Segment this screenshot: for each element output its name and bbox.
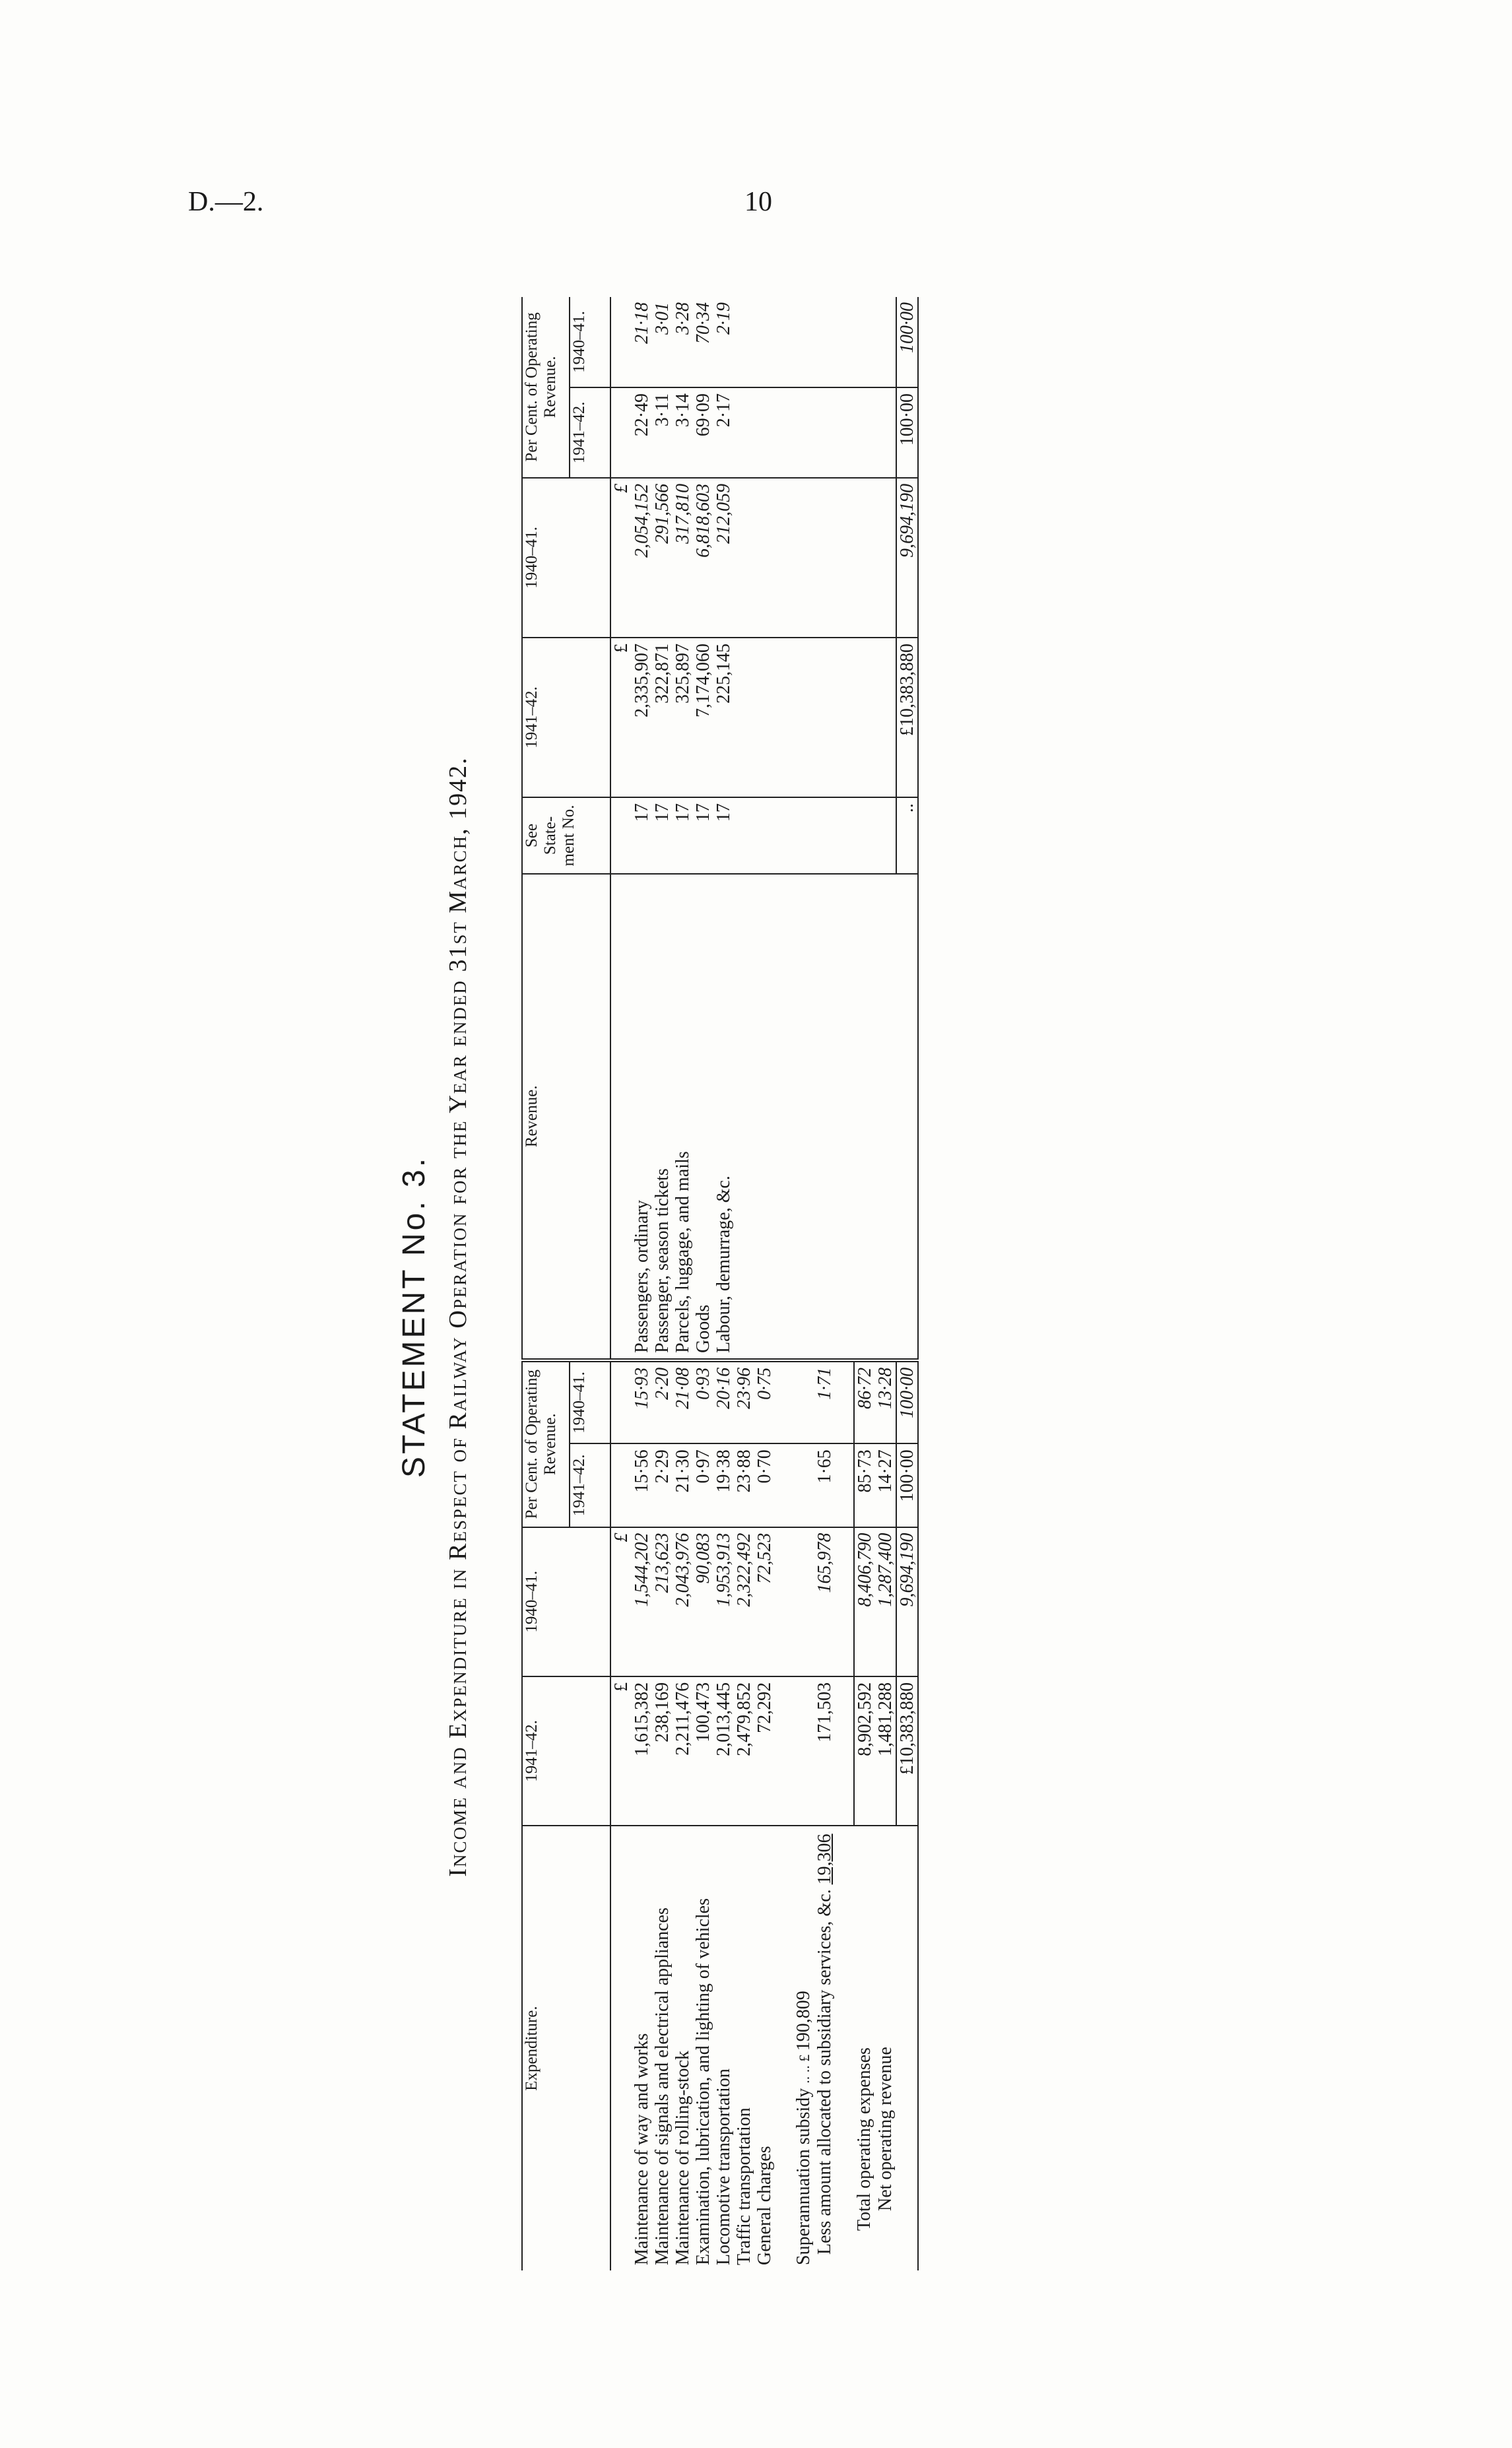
rev-p2: 3·28: [673, 297, 693, 387]
table-row: [754, 297, 775, 2270]
exp-p1: 0·70: [754, 1443, 775, 1527]
exp-label: Maintenance of signals and electrical appliances: [652, 1907, 673, 2265]
table-row: [693, 297, 713, 2270]
pound-sign: £: [610, 1527, 632, 1676]
grand-p2: 100·00: [896, 1360, 918, 1443]
pound-sign: £: [610, 1676, 632, 1826]
statement-title: STATEMENT No. 3.: [397, 1155, 432, 1478]
superannuation-amount: 190,809: [793, 1991, 814, 2051]
rev-pct-y2-header: 1940–41.: [570, 297, 610, 387]
rev-see: 17: [652, 797, 673, 874]
rev-y2: 212,059: [713, 478, 734, 638]
rev-total-y2: 9,694,190: [896, 478, 918, 638]
table-row: [632, 297, 652, 2270]
rev-y2: 291,566: [652, 478, 673, 638]
exp-label: Traffic transportation: [734, 2107, 754, 2265]
super-y1: 171,503: [814, 1676, 835, 1826]
exp-y2-header: 1940–41.: [522, 1527, 610, 1676]
exp-p2: 0·75: [754, 1360, 775, 1443]
pound-sign: £: [610, 478, 632, 638]
grand-p1: 100·00: [896, 1443, 918, 1527]
exp-p1: 23·88: [734, 1443, 754, 1527]
see-statement-header: See State-ment No.: [522, 797, 610, 874]
rev-total-y1: £10,383,880: [896, 638, 918, 797]
exp-p1: 2·29: [652, 1443, 673, 1527]
table-row: [734, 297, 754, 2270]
pound-sign: £: [610, 638, 632, 797]
super-p1: 1·65: [814, 1443, 835, 1527]
net-p1: 14·27: [875, 1443, 896, 1527]
exp-p1: 21·30: [673, 1443, 693, 1527]
exp-y1: 2,479,852: [734, 1676, 754, 1826]
exp-y2: 72,523: [754, 1527, 775, 1676]
rev-pct-y1-header: 1941–42.: [570, 387, 610, 478]
exp-p2: 20·16: [713, 1360, 734, 1443]
exp-p1: 0·97: [693, 1443, 713, 1527]
rev-p1: 69·09: [693, 387, 713, 478]
rev-total-see: ..: [896, 797, 918, 874]
grand-total-row: [896, 297, 918, 2270]
exp-pct-y2-header: 1940–41.: [570, 1360, 610, 1443]
less-allocated-row: [814, 1826, 835, 2270]
rev-y1: 225,145: [713, 638, 734, 797]
table-row: [793, 297, 814, 2270]
net-y2: 1,287,400: [875, 1527, 896, 1676]
exp-p2: 21·08: [673, 1360, 693, 1443]
rev-y1-header: 1941–42.: [522, 638, 610, 797]
exp-y1: 100,473: [693, 1676, 713, 1826]
rev-see: 17: [693, 797, 713, 874]
page-number: 10: [744, 187, 772, 217]
total-p2: 86·72: [854, 1360, 875, 1443]
rev-y2: 6,818,603: [693, 478, 713, 638]
net-p2: 13·28: [875, 1360, 896, 1443]
superannuation-row: Superannuation subsidy .. .. £ 190,809: [793, 1991, 814, 2265]
exp-y2: 2,043,976: [673, 1527, 693, 1676]
document-id: D.—2.: [188, 187, 264, 217]
superannuation-label: Superannuation subsidy: [793, 2088, 814, 2265]
rev-p2: 21·18: [632, 297, 652, 387]
exp-p1: 19·38: [713, 1443, 734, 1527]
table-row: [673, 297, 693, 2270]
statement-subtitle: Income and Expenditure in Respect of Railway Operation for the Year ended 31st March, 1942.: [444, 756, 472, 1877]
super-p2: 1·71: [814, 1360, 835, 1443]
rev-p2: 2·19: [713, 297, 734, 387]
exp-y1: 72,292: [754, 1676, 775, 1826]
rev-total-p2: 100·00: [896, 297, 918, 387]
rev-label: Labour, demurrage, &c.: [713, 874, 734, 1360]
table-row: [854, 297, 875, 2270]
table-row: [875, 297, 896, 2270]
exp-p1: 15·56: [632, 1443, 652, 1527]
exp-p2: 23·96: [734, 1360, 754, 1443]
rev-y1: 2,335,907: [632, 638, 652, 797]
rev-label: Parcels, luggage, and mails: [673, 874, 693, 1360]
rev-p1: 3·11: [652, 387, 673, 478]
rev-label: Passenger, season tickets: [652, 874, 673, 1360]
exp-p2: 0·93: [693, 1360, 713, 1443]
rev-see: 17: [673, 797, 693, 874]
rev-p1: 3·14: [673, 387, 693, 478]
rev-see: 17: [632, 797, 652, 874]
rev-pct-header: Per Cent. of Operating Revenue.: [522, 297, 570, 478]
rev-p1: 2·17: [713, 387, 734, 478]
total-y1: 8,902,592: [854, 1676, 875, 1826]
rev-see: 17: [713, 797, 734, 874]
exp-y1: 1,615,382: [632, 1676, 652, 1826]
exp-pct-y1-header: 1941–42.: [570, 1443, 610, 1527]
total-y2: 8,406,790: [854, 1527, 875, 1676]
rev-p2: 3·01: [652, 297, 673, 387]
exp-label: General charges: [754, 2146, 775, 2265]
exp-y2: 2,322,492: [734, 1527, 754, 1676]
rev-label: Passengers, ordinary: [632, 874, 652, 1360]
income-expenditure-table: [521, 297, 919, 2270]
exp-label: Maintenance of rolling-stock: [673, 2050, 693, 2265]
less-allocated-amount: 19,306: [814, 1834, 835, 1885]
rev-y1: 325,897: [673, 638, 693, 797]
expenditure-header: Expenditure.: [522, 1826, 610, 2270]
rev-y2: 2,054,152: [632, 478, 652, 638]
less-allocated-label: Less amount allocated to subsidiary services, &c.: [814, 1889, 835, 2255]
revenue-header: Revenue.: [522, 874, 610, 1360]
table-row: [652, 297, 673, 2270]
rev-y1: 322,871: [652, 638, 673, 797]
exp-y1-header: 1941–42.: [522, 1676, 610, 1826]
exp-label: Examination, lubrication, and lighting of vehicles: [693, 1898, 713, 2265]
grand-y1: £10,383,880: [896, 1676, 918, 1826]
exp-p2: 2·20: [652, 1360, 673, 1443]
net-revenue-label: Net operating revenue: [875, 2047, 896, 2211]
exp-p2: 15·93: [632, 1360, 652, 1443]
exp-y2: 1,953,913: [713, 1527, 734, 1676]
rev-y1: 7,174,060: [693, 638, 713, 797]
exp-label: Locomotive transportation: [713, 2068, 734, 2265]
exp-y2: 90,083: [693, 1527, 713, 1676]
exp-y1: 2,013,445: [713, 1676, 734, 1826]
exp-y1: 2,211,476: [673, 1676, 693, 1826]
rev-total-p1: 100·00: [896, 387, 918, 478]
exp-label: Maintenance of way and works: [632, 2033, 652, 2265]
total-expenses-label: Total operating expenses: [854, 2047, 874, 2231]
rotated-statement: [396, 244, 1082, 2389]
net-y1: 1,481,288: [875, 1676, 896, 1826]
rev-y2-header: 1940–41.: [522, 478, 610, 638]
total-p1: 85·73: [854, 1443, 875, 1527]
grand-y2: 9,694,190: [896, 1527, 918, 1676]
exp-y2: 1,544,202: [632, 1527, 652, 1676]
super-y2: 165,978: [814, 1527, 835, 1676]
exp-y1: 238,169: [652, 1676, 673, 1826]
rev-p2: 70·34: [693, 297, 713, 387]
rev-label: Goods: [693, 874, 713, 1360]
rev-p1: 22·49: [632, 387, 652, 478]
table-row: [713, 297, 734, 2270]
exp-y2: 213,623: [652, 1527, 673, 1676]
table-row: [814, 297, 835, 2270]
rev-y2: 317,810: [673, 478, 693, 638]
exp-pct-header: Per Cent. of Operating Revenue.: [522, 1360, 570, 1527]
